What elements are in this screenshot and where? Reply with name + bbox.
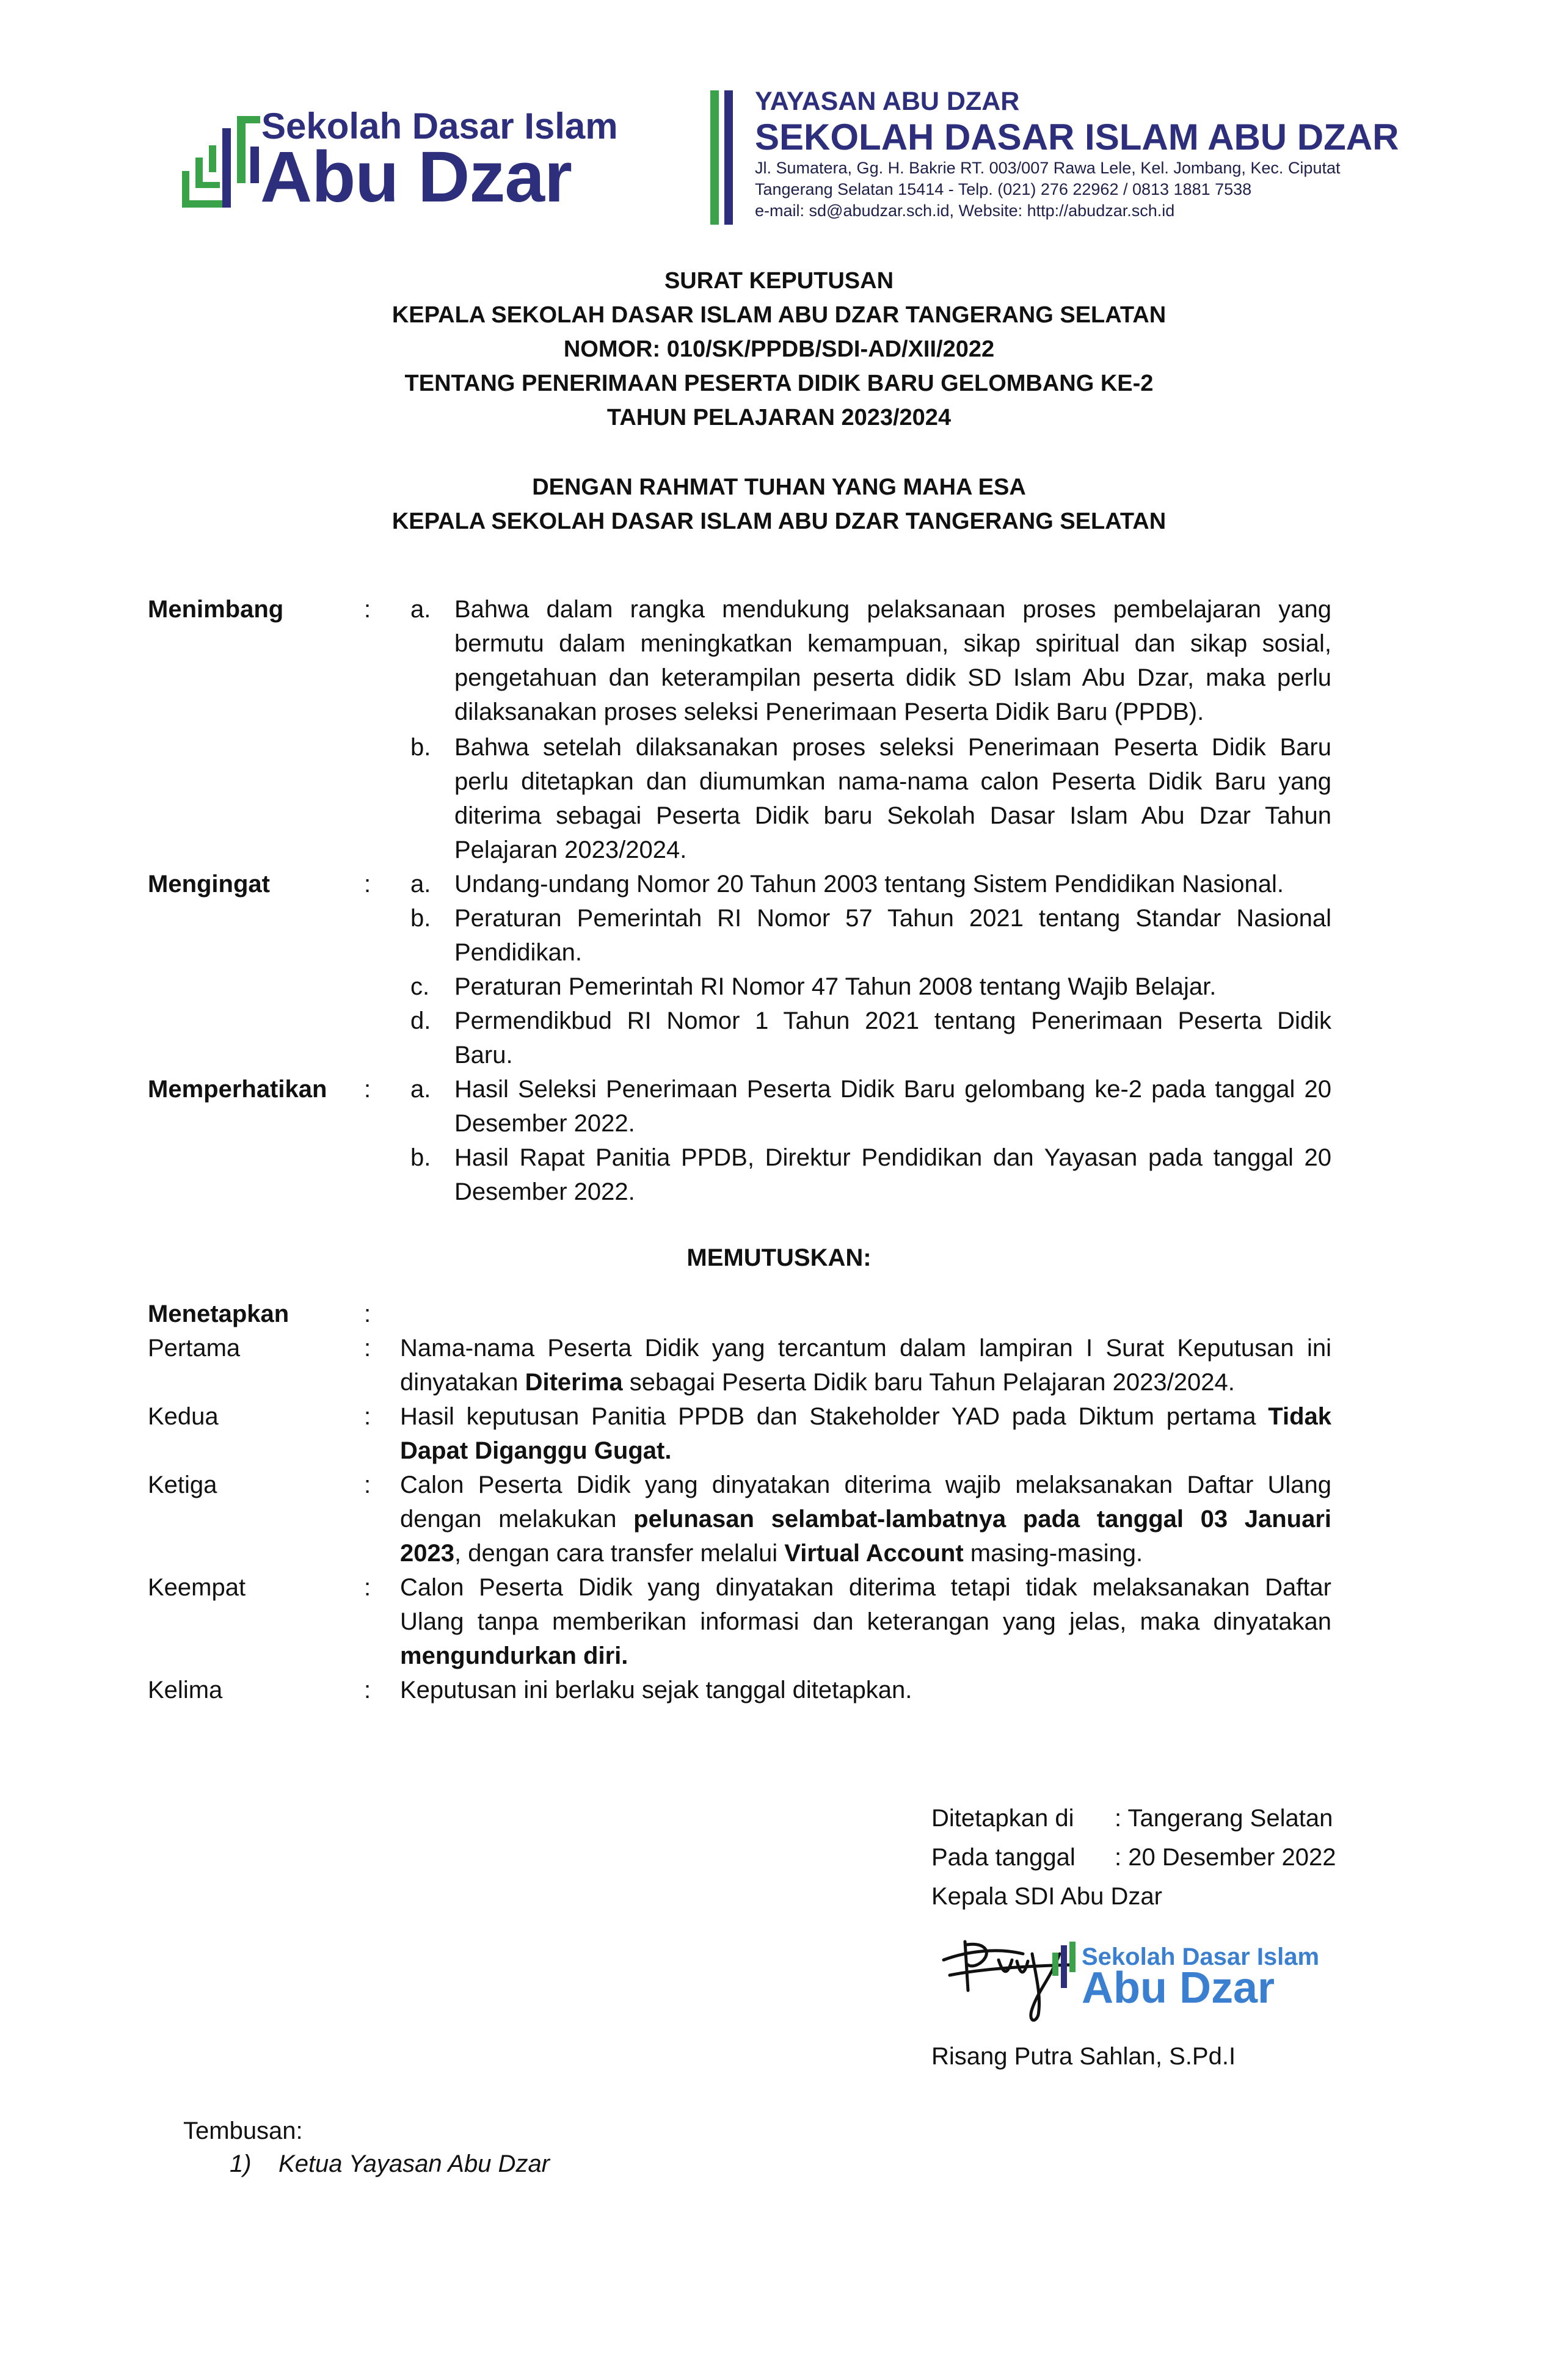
item-letter: b. (410, 905, 431, 932)
foundation-name: YAYASAN ABU DZAR (755, 87, 1020, 116)
memperhatikan-b (454, 1141, 1331, 1209)
kedua-text (400, 1399, 1331, 1468)
colon: : (364, 1574, 371, 1601)
kelima-text (400, 1673, 1331, 1707)
text-line (400, 1502, 1331, 1536)
menimbang-b (454, 730, 1331, 867)
item-letter: a. (410, 1076, 431, 1103)
bold-fragment: 2023 (400, 1540, 454, 1567)
mengingat-c (454, 970, 1331, 1004)
signature-stamp (931, 1917, 1320, 2033)
title-line3: NOMOR: 010/SK/PPDB/SDI-AD/XII/2022 (563, 336, 995, 362)
text-line (400, 1365, 1331, 1399)
kelima-label: Kelima (148, 1677, 223, 1703)
text-line: Nama-nama Peserta Didik yang tercantum dalam lampiran I Surat Keputusan ini (400, 1335, 1331, 1362)
decree-title (0, 264, 1558, 435)
colon: : (364, 871, 371, 898)
tanggal-label: Pada tanggal (931, 1844, 1076, 1871)
preamble-line1: DENGAN RAHMAT TUHAN YANG MAHA ESA (532, 474, 1026, 500)
logo-text-line2: Abu Dzar (260, 137, 572, 217)
colon: : (364, 1076, 371, 1103)
memperhatikan-label: Memperhatikan (148, 1076, 327, 1103)
bold-fragment: Dapat Diganggu Gugat. (400, 1437, 672, 1464)
ditetapkan-value: : Tangerang Selatan (1115, 1805, 1333, 1832)
colon: : (364, 1677, 371, 1703)
text-line: Baru. (454, 1042, 513, 1068)
text-line: Peraturan Pemerintah RI Nomor 47 Tahun 2008 tentang Wajib Belajar. (454, 973, 1217, 1000)
text-line: Ulang tanpa memberikan informasi dan keterangan yang jelas, maka dinyatakan (400, 1608, 1331, 1635)
text-line (400, 1399, 1331, 1434)
logo-text-line1: Sekolah Dasar Islam (261, 106, 618, 147)
ketiga-label: Ketiga (148, 1471, 217, 1498)
text-line: Hasil Rapat Panitia PPDB, Direktur Pendidikan dan Yayasan pada tanggal 20 (454, 1144, 1331, 1171)
jabatan-text: Kepala SDI Abu Dzar (931, 1883, 1162, 1910)
text-line: Pelajaran 2023/2024. (454, 836, 687, 863)
text-fragment: dengan melakukan (400, 1506, 634, 1533)
menimbang-label: Menimbang (148, 596, 284, 623)
tembusan-item: 1) Ketua Yayasan Abu Dzar (230, 2150, 550, 2177)
mengingat-b (454, 901, 1331, 970)
text-line: Desember 2022. (454, 1178, 635, 1205)
text-fragment: dinyatakan (400, 1369, 525, 1396)
address-line3: e-mail: sd@abudzar.sch.id, Website: http://abudzar.sch.id (755, 201, 1175, 220)
ditetapkan-label: Ditetapkan di (931, 1805, 1074, 1832)
item-letter: c. (410, 973, 430, 1000)
text-fragment: , dengan cara transfer melalui (454, 1540, 785, 1567)
bold-fragment: Tidak (1268, 1403, 1331, 1430)
text-line: Bahwa setelah dilaksanakan proses seleksi Penerimaan Peserta Didik Baru (454, 734, 1331, 761)
pertama-label: Pertama (148, 1335, 241, 1362)
address-line1: Jl. Sumatera, Gg. H. Bakrie RT. 003/007 Rawa Lele, Kel. Jombang, Kec. Ciputat (755, 159, 1341, 177)
title-line2: KEPALA SEKOLAH DASAR ISLAM ABU DZAR TANGERANG SELATAN (391, 302, 1167, 328)
colon: : (364, 1471, 371, 1498)
address-line2: Tangerang Selatan 15414 - Telp. (021) 276 22962 / 0813 1881 7538 (755, 180, 1252, 198)
text-fragment: sebagai Peserta Didik baru Tahun Pelajaran 2023/2024. (622, 1369, 1235, 1396)
stamp-text-line1: Sekolah Dasar Islam (1082, 1943, 1320, 1970)
header-divider-green (710, 90, 719, 225)
text-line: Hasil Seleksi Penerimaan Peserta Didik Baru gelombang ke-2 pada tanggal 20 (454, 1076, 1331, 1103)
school-name: SEKOLAH DASAR ISLAM ABU DZAR (755, 117, 1399, 158)
keempat-label: Keempat (148, 1574, 246, 1601)
abu-dzar-logo-icon (182, 110, 264, 214)
tanggal-value: : 20 Desember 2022 (1115, 1844, 1336, 1871)
colon: : (364, 596, 371, 623)
header-divider-navy (724, 90, 733, 225)
bold-fragment: Virtual Account (784, 1540, 964, 1567)
colon: : (364, 1403, 371, 1430)
colon: : (364, 1301, 371, 1327)
kedua-label: Kedua (148, 1403, 219, 1430)
text-line: Desember 2022. (454, 1110, 635, 1137)
text-line: Pendidikan. (454, 939, 583, 966)
mengingat-label: Mengingat (148, 871, 270, 898)
text-line: diterima sebagai Peserta Didik baru Sekolah Dasar Islam Abu Dzar Tahun (454, 802, 1331, 829)
keempat-text (400, 1570, 1331, 1673)
stamp-text-line2: Abu Dzar (1082, 1964, 1275, 2012)
text-line: Calon Peserta Didik yang dinyatakan diterima wajib melaksanakan Daftar Ulang (400, 1471, 1331, 1498)
memperhatikan-a (454, 1072, 1331, 1141)
menetapkan-label: Menetapkan (148, 1301, 289, 1327)
bold-fragment: pelunasan selambat-lambatnya pada tanggal 03 Januari (633, 1506, 1331, 1533)
title-line4: TENTANG PENERIMAAN PESERTA DIDIK BARU GELOMBANG KE-2 (404, 371, 1154, 396)
letterhead (755, 85, 1399, 222)
school-logo (182, 104, 618, 220)
item-letter: d. (410, 1007, 431, 1034)
mengingat-a (454, 867, 1331, 901)
pertama-text (400, 1331, 1331, 1399)
text-fragment: Hasil keputusan Panitia PPDB dan Stakeholder YAD pada Diktum pertama (400, 1403, 1269, 1430)
text-line: Undang-undang Nomor 20 Tahun 2003 tentang Sistem Pendidikan Nasional. (454, 871, 1284, 898)
item-letter: b. (410, 734, 431, 761)
text-fragment: masing-masing. (963, 1540, 1143, 1567)
item-letter: a. (410, 871, 431, 898)
title-line1: SURAT KEPUTUSAN (664, 268, 894, 294)
ketiga-text (400, 1468, 1331, 1570)
text-line: Keputusan ini berlaku sejak tanggal ditetapkan. (400, 1677, 912, 1703)
item-letter: b. (410, 1144, 431, 1171)
text-line: pengetahuan dan keterampilan peserta didik SD Islam Abu Dzar, maka perlu (454, 664, 1331, 691)
text-line: bermutu dalam meningkatkan kemampuan, sikap spiritual dan sikap sosial, (454, 630, 1331, 657)
text-line (400, 1639, 1331, 1673)
text-line: dilaksanakan proses seleksi Penerimaan Peserta Didik Baru (PPDB). (454, 698, 1204, 725)
preamble (0, 470, 1558, 539)
signatory-name-text: Risang Putra Sahlan, S.Pd.I (931, 2043, 1236, 2070)
text-line (400, 1434, 1331, 1468)
handwritten-signature-icon (931, 1917, 1320, 2033)
preamble-line2: KEPALA SEKOLAH DASAR ISLAM ABU DZAR TANGERANG SELATAN (391, 509, 1167, 534)
mengingat-d (454, 1004, 1331, 1072)
text-line: Bahwa dalam rangka mendukung pelaksanaan proses pembelajaran yang (454, 596, 1331, 623)
colon: : (364, 1335, 371, 1362)
text-line: Permendikbud RI Nomor 1 Tahun 2021 tentang Penerimaan Peserta Didik (454, 1007, 1331, 1034)
title-line5: TAHUN PELAJARAN 2023/2024 (606, 405, 952, 430)
bold-fragment: mengundurkan diri. (400, 1642, 628, 1669)
menimbang-a (454, 592, 1331, 729)
memutuskan-heading: MEMUTUSKAN: (686, 1244, 872, 1271)
text-line: Peraturan Pemerintah RI Nomor 57 Tahun 2021 tentang Standar Nasional (454, 905, 1331, 932)
bold-fragment: Diterima (525, 1369, 623, 1396)
tembusan-label: Tembusan: (183, 2117, 303, 2144)
text-line: Calon Peserta Didik yang dinyatakan diterima tetapi tidak melaksanakan Daftar (400, 1574, 1331, 1601)
item-letter: a. (410, 596, 431, 623)
text-line: perlu ditetapkan dan diumumkan nama-nama calon Peserta Didik Baru yang (454, 768, 1331, 795)
text-line (400, 1536, 1331, 1570)
